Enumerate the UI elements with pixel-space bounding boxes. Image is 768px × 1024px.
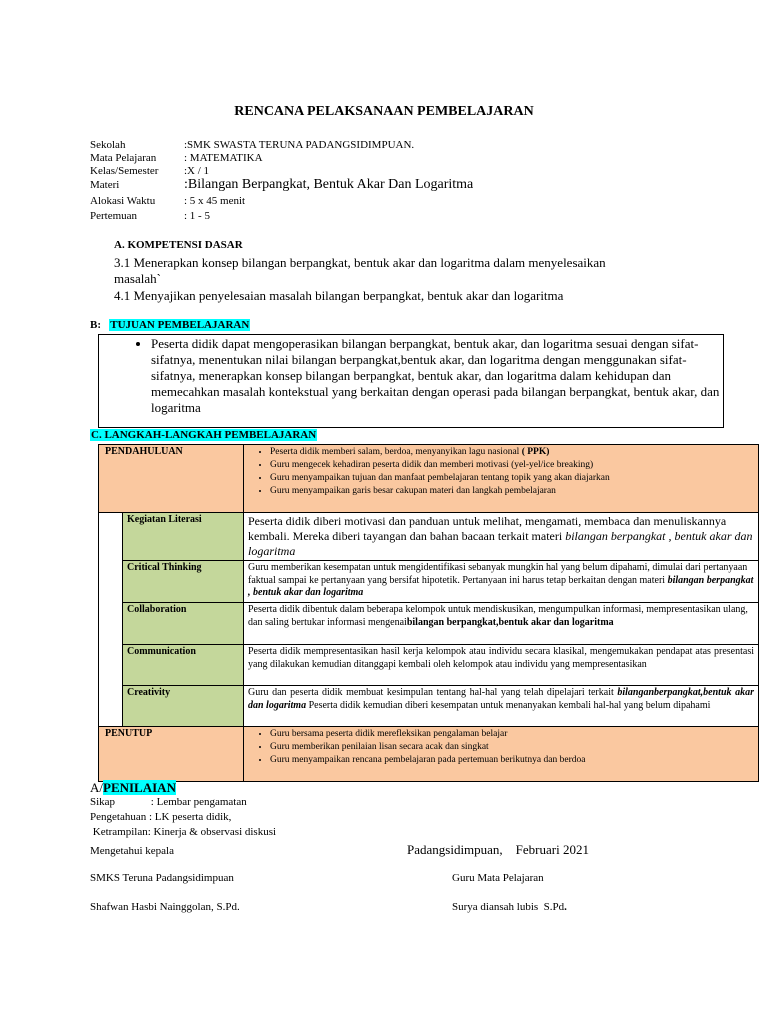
tujuan-box (98, 334, 724, 428)
ppk-label: ( PPK) (521, 447, 550, 457)
penilaian-pengetahuan: Pengetahuan : LK peserta didik, (90, 811, 232, 823)
langkah-table (98, 444, 759, 782)
sign-right-line1: Guru Mata Pelajaran (452, 872, 544, 884)
critical-text: Guru memberikan kesempatan untuk mengidentifikasi sebanyak mungkin hal yang belum dipahami, dimulai dari pertanyaan faktual sampai ke pertanyaan yang bersifat hipotetik. Pertanyaan ini harus tetap berkaitan dengan materi bilangan berpangkat , bentuk akar dan logaritma (244, 561, 759, 603)
list-item: • Peserta didik memberi salam, berdoa, menyanyikan lagu nasional ( PPK) (270, 446, 754, 459)
info-label: Sekolah (90, 139, 126, 151)
section-c-heading (90, 429, 317, 441)
blank-cell (99, 513, 123, 727)
penilaian-sikap: Sikap : Lembar pengamatan (90, 796, 247, 808)
section-a-heading: A. KOMPETENSI DASAR (114, 239, 243, 251)
sign-right-name: Surya diansah lubis S.Pd. (452, 901, 567, 913)
row-communication (99, 645, 759, 686)
list-item: • Guru memberikan penilaian lisan secara acak dan singkat (270, 741, 754, 754)
info-value: :X / 1 (184, 165, 210, 177)
row-creativity (99, 686, 759, 727)
pendahuluan-items (244, 445, 759, 513)
literasi-text: Peserta didik diberi motivasi dan panduan untuk melihat, mengamati, membaca dan menuliskannya kembali. Mereka diberi tayangan dan bahan bacaan terkait materi bilangan berpangkat , bentuk akar dan logaritma (244, 513, 759, 561)
list-item: • Guru menyampaikan garis besar cakupan materi dan langkah pembelajaran (270, 485, 754, 498)
sign-left-name: Shafwan Hasbi Nainggolan, S.Pd. (90, 901, 240, 913)
row-literasi (99, 513, 759, 561)
sign-place-date: Padangsidimpuan, Februari 2021 (407, 842, 589, 857)
kd-4-1: 4.1 Menyajikan penyelesaian masalah bilangan berpangkat, bentuk akar dan logaritma (114, 288, 564, 303)
info-pertemuan (90, 209, 210, 223)
creativity-text: Guru dan peserta didik membuat kesimpulan tentang hal-hal yang telah dipelajari terkait bilanganberpangkat,bentuk akar dan logaritma Peserta didik kemudian diberi kesempatan untuk menanyakan kembali hal-hal yang belum dipahami (244, 686, 759, 727)
penilaian-prefix: A/ (90, 780, 103, 795)
section-c-title: C. LANGKAH-LANGKAH PEMBELAJARAN (91, 429, 317, 441)
critical-label: Critical Thinking (123, 561, 244, 603)
info-label: Materi (90, 179, 120, 191)
tujuan-text: • Peserta didik dapat mengoperasikan bilangan berpangkat, bentuk akar, dan logaritma sesuai dengan sifat-sifatnya, menentukan nilai bilangan berpangkat,bentuk akar, dan logaritma dengan menggunakan sifat-sifatnya, menerapkan konsep bilangan berpangkat, bentuk akar, dan logaritma dalam kehidupan dan memecahkan masalah kontekstual yang berkaitan dengan operasi pada bilangan berpangkat, bentuk akar, dan logaritma (151, 336, 723, 416)
sign-left-line2: SMKS Teruna Padangsidimpuan (90, 872, 234, 884)
penutup-label: PENUTUP (99, 727, 244, 782)
pendahuluan-label: PENDAHULUAN (99, 445, 244, 513)
info-value: : MATEMATIKA (184, 152, 263, 164)
section-b-prefix: B: (90, 319, 101, 331)
info-sekolah (90, 138, 414, 152)
row-pendahuluan (99, 445, 759, 513)
kd-3-1-line1: 3.1 Menerapkan konsep bilangan berpangkat, bentuk akar dan logaritma dalam menyelesaikan (114, 255, 606, 270)
info-value: : 5 x 45 menit (184, 195, 246, 207)
row-collaboration (99, 603, 759, 645)
info-alokasi (90, 194, 245, 208)
info-mapel (90, 151, 263, 165)
info-value: : 1 - 5 (184, 210, 210, 222)
penilaian-title: PENILAIAN (103, 780, 176, 795)
communication-text: Peserta didik mempresentasikan hasil kerja kelompok atau individu secara klasikal, mengemukakan pendapat atas presentasi yang dilakukan kemudian ditanggapi kembali oleh kelompok atau individu yang mempresentasikan (244, 645, 759, 686)
collaboration-text: Peserta didik dibentuk dalam beberapa kelompok untuk mendiskusikan, mengumpulkan informasi, mempresentasikan ulang, dan saling bertukar informasi mengenaibilangan berpangkat,bentuk akar dan logaritma (244, 603, 759, 645)
info-label: Mata Pelajaran (90, 152, 157, 164)
creativity-label: Creativity (123, 686, 244, 727)
row-penutup (99, 727, 759, 782)
kd-3-1-line2: masalah` (114, 271, 161, 286)
penutup-items (244, 727, 759, 782)
section-b-heading (90, 319, 250, 331)
info-materi (90, 178, 473, 192)
penilaian-ketrampilan: Ketrampilan: Kinerja & observasi diskusi (90, 826, 277, 838)
communication-label: Communication (123, 645, 244, 686)
list-item: • Guru menyampaikan rencana pembelajaran pada pertemuan berikutnya dan berdoa (270, 754, 754, 767)
list-item: • Guru bersama peserta didik merefleksikan pengalaman belajar (270, 728, 754, 741)
info-value: :Bilangan Berpangkat, Bentuk Akar Dan Logaritma (184, 177, 474, 192)
info-label: Alokasi Waktu (90, 195, 156, 207)
row-critical (99, 561, 759, 603)
info-label: Kelas/Semester (90, 165, 159, 177)
info-label: Pertemuan (90, 210, 138, 222)
list-item: • Guru menyampaikan tujuan dan manfaat pembelajaran tentang topik yang akan diajarkan (270, 472, 754, 485)
section-b-title: TUJUAN PEMBELAJARAN (110, 319, 250, 331)
sign-left-line1: Mengetahui kepala (90, 845, 174, 857)
list-item: • Guru mengecek kehadiran peserta didik dan memberi motivasi (yel-yel/ice breaking) (270, 459, 754, 472)
collaboration-label: Collaboration (123, 603, 244, 645)
info-kelas (90, 164, 209, 178)
penilaian-heading (90, 780, 176, 796)
literasi-label: Kegiatan Literasi (123, 513, 244, 561)
page-title: RENCANA PELAKSANAAN PEMBELAJARAN (234, 104, 534, 119)
info-value: :SMK SWASTA TERUNA PADANGSIDIMPUAN. (184, 139, 415, 151)
